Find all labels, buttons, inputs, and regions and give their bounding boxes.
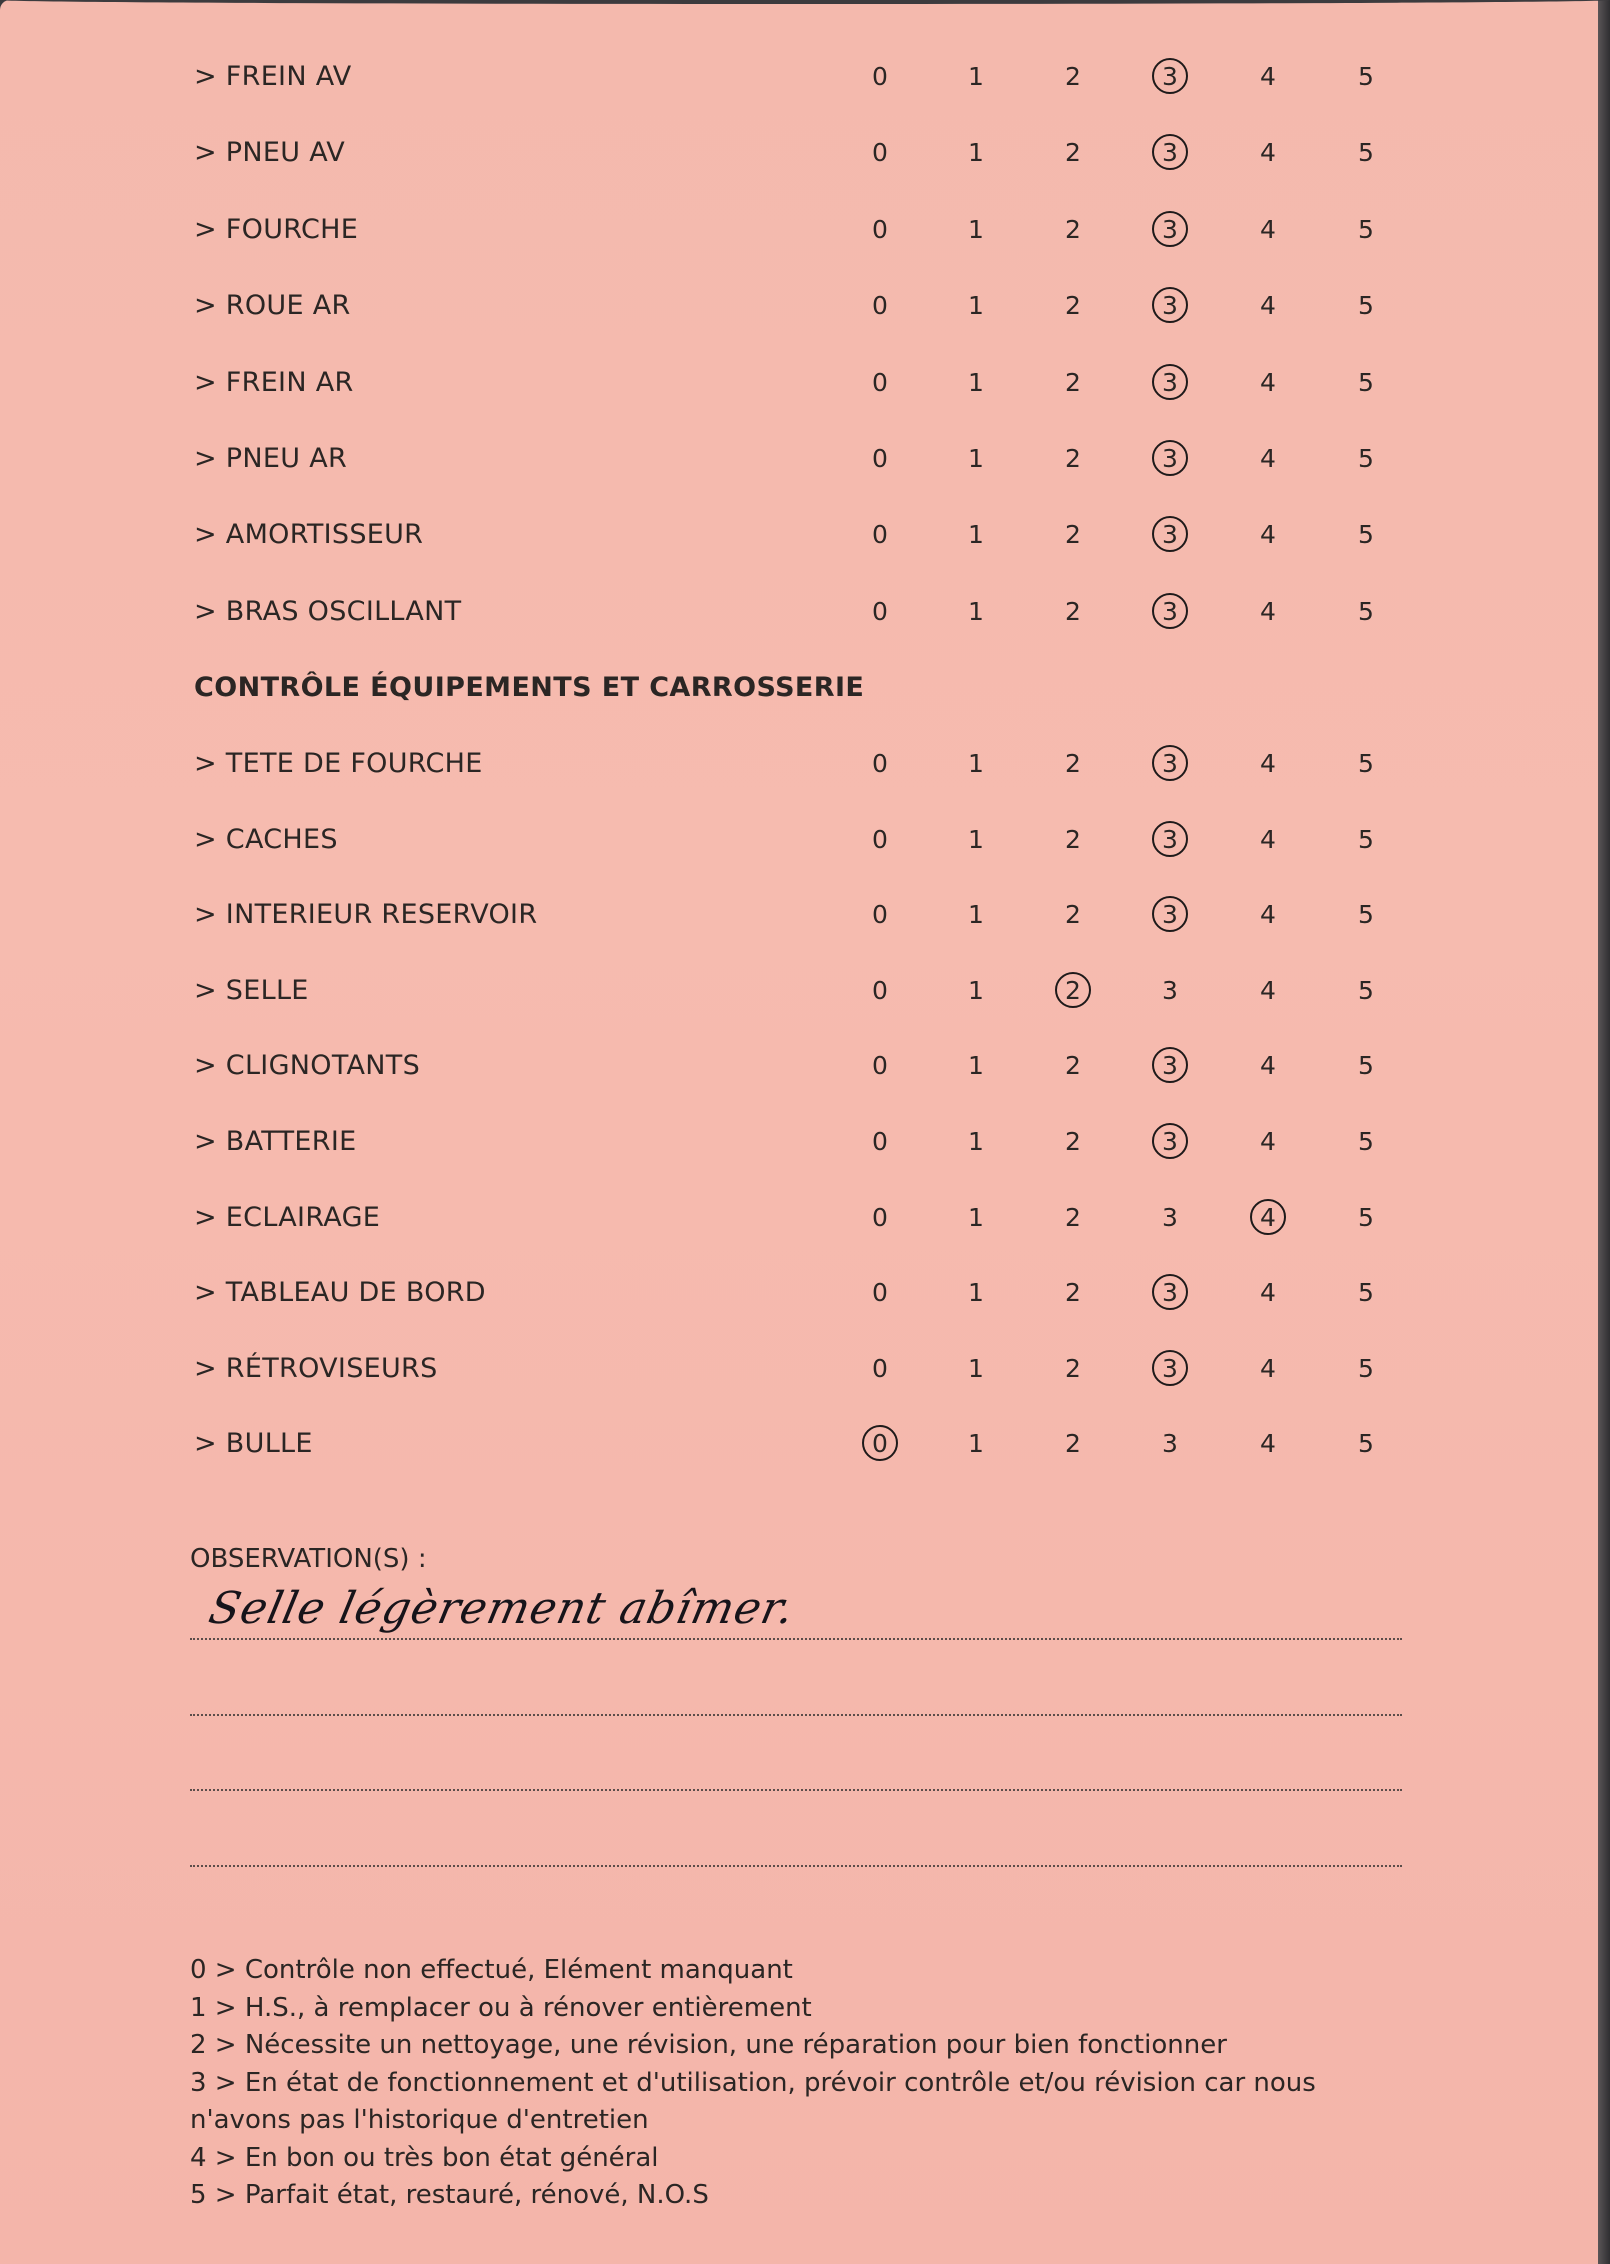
rating-option-5: 5 (1358, 1202, 1374, 1232)
checklist-item-label: > PNEU AR (194, 443, 348, 474)
checklist-row (0, 510, 1598, 560)
checklist-item-label: > ECLAIRAGE (194, 1201, 381, 1233)
rating-option-0: 0 (872, 824, 888, 854)
rating-option-1: 1 (968, 214, 984, 244)
rating-option-3: 3 (1162, 520, 1178, 550)
rating-option-3: 3 (1162, 1051, 1178, 1081)
rating-option-2: 2 (1065, 444, 1081, 473)
rating-option-2: 2 (1065, 214, 1081, 244)
rating-legend (190, 1952, 1420, 2215)
background-edge (1598, 0, 1610, 2264)
selected-rating-circle (1152, 211, 1188, 247)
rating-option-2: 2 (1065, 138, 1081, 168)
checklist-item-label: > BULLE (194, 1428, 313, 1460)
rating-option-0: 0 (872, 138, 888, 168)
rating-option-4: 4 (1260, 824, 1276, 854)
checklist-item-label: > FREIN AV (194, 61, 352, 92)
selected-rating-circle (1152, 440, 1188, 476)
selected-rating-circle (1152, 745, 1188, 781)
rating-option-2: 2 (1065, 900, 1081, 930)
rating-option-2: 2 (1065, 824, 1081, 854)
checklist-item-label: > RÉTROVISEURS (194, 1352, 438, 1384)
rating-option-0: 0 (872, 520, 888, 550)
rating-option-0: 0 (872, 1353, 888, 1383)
rating-option-0: 0 (872, 1429, 888, 1459)
rating-option-1: 1 (968, 596, 984, 626)
selected-rating-circle (1152, 1274, 1188, 1310)
checklist-item-label: > SELLE (194, 974, 309, 1006)
legend-line: 3 > En état de fonctionnement et d'utilisation, prévoir contrôle et/ou révision car nous (190, 2067, 1316, 2098)
checklist-item-label: > TABLEAU DE BORD (194, 1277, 486, 1309)
rating-option-4: 4 (1260, 1127, 1276, 1156)
rating-option-4: 4 (1260, 291, 1276, 321)
checklist-row (0, 739, 1598, 789)
rating-option-3: 3 (1162, 62, 1178, 91)
rating-option-1: 1 (968, 1429, 984, 1459)
observation-line (190, 1865, 1402, 1867)
rating-option-4: 4 (1260, 138, 1276, 168)
rating-option-1: 1 (968, 1127, 984, 1156)
rating-option-1: 1 (968, 367, 984, 397)
rating-option-4: 4 (1260, 367, 1276, 397)
rating-option-4: 4 (1260, 520, 1276, 550)
rating-option-5: 5 (1358, 291, 1374, 321)
rating-option-4: 4 (1260, 1051, 1276, 1081)
checklist-row (0, 281, 1598, 331)
checklist-item-label: > AMORTISSEUR (194, 519, 424, 551)
rating-option-3: 3 (1162, 900, 1178, 930)
rating-option-1: 1 (968, 1051, 984, 1081)
rating-option-4: 4 (1260, 444, 1276, 473)
rating-option-0: 0 (872, 596, 888, 626)
observation-line (190, 1714, 1402, 1716)
rating-option-2: 2 (1065, 1353, 1081, 1383)
checklist-row (0, 966, 1598, 1016)
rating-option-1: 1 (968, 138, 984, 168)
selected-rating-circle (1152, 287, 1188, 323)
rating-option-2: 2 (1065, 749, 1081, 778)
rating-option-0: 0 (872, 62, 888, 91)
rating-option-5: 5 (1358, 749, 1374, 778)
checklist-row (0, 1193, 1598, 1243)
checklist-item-label: > BRAS OSCILLANT (194, 595, 462, 627)
rating-option-4: 4 (1260, 596, 1276, 626)
rating-option-4: 4 (1260, 900, 1276, 930)
rating-option-1: 1 (968, 975, 984, 1005)
checklist-item-label: > CLIGNOTANTS (194, 1050, 421, 1082)
rating-option-1: 1 (968, 1278, 984, 1308)
rating-option-5: 5 (1358, 1051, 1374, 1081)
selected-rating-circle (1152, 364, 1188, 400)
checklist-row (0, 890, 1598, 940)
rating-option-4: 4 (1260, 749, 1276, 778)
rating-option-0: 0 (872, 1278, 888, 1308)
checklist-item-label: > INTERIEUR RESERVOIR (194, 899, 538, 931)
rating-option-4: 4 (1260, 1353, 1276, 1383)
checklist-item-label: > TETE DE FOURCHE (194, 748, 483, 779)
rating-option-0: 0 (872, 367, 888, 397)
rating-option-3: 3 (1162, 291, 1178, 321)
rating-option-4: 4 (1260, 214, 1276, 244)
checklist-item-label: > FREIN AR (194, 366, 354, 398)
rating-option-0: 0 (872, 975, 888, 1005)
checklist-row (0, 358, 1598, 408)
checklist-item-label: > FOURCHE (194, 213, 359, 245)
rating-option-3: 3 (1162, 1429, 1178, 1459)
legend-line: 2 > Nécessite un nettoyage, une révision, une réparation pour bien fonctionner (190, 2030, 1227, 2060)
checklist-item-label: > BATTERIE (194, 1126, 357, 1157)
checklist-row (0, 52, 1598, 102)
selected-rating-circle (1250, 1199, 1286, 1235)
rating-option-5: 5 (1358, 214, 1374, 244)
checklist-row (0, 205, 1598, 255)
rating-option-0: 0 (872, 749, 888, 778)
rating-option-5: 5 (1358, 824, 1374, 854)
observation-line (190, 1638, 1402, 1640)
rating-option-1: 1 (968, 62, 984, 91)
rating-option-3: 3 (1162, 824, 1178, 854)
observations-title: OBSERVATION(S) : (190, 1544, 427, 1574)
legend-line: 4 > En bon ou très bon état général (190, 2142, 659, 2173)
rating-option-5: 5 (1358, 1278, 1374, 1308)
rating-option-1: 1 (968, 749, 984, 778)
rating-option-1: 1 (968, 444, 984, 473)
rating-option-5: 5 (1358, 444, 1374, 473)
rating-option-5: 5 (1358, 367, 1374, 397)
legend-line: 1 > H.S., à remplacer ou à rénover entièrement (190, 1992, 812, 2023)
rating-option-2: 2 (1065, 975, 1081, 1005)
rating-option-2: 2 (1065, 1429, 1081, 1459)
rating-option-1: 1 (968, 1353, 984, 1383)
rating-option-2: 2 (1065, 1278, 1081, 1308)
checklist-row (0, 587, 1598, 637)
rating-option-2: 2 (1065, 520, 1081, 550)
rating-option-0: 0 (872, 1202, 888, 1232)
checklist-row (0, 1041, 1598, 1091)
rating-option-3: 3 (1162, 214, 1178, 244)
rating-option-4: 4 (1260, 975, 1276, 1005)
rating-option-3: 3 (1162, 1278, 1178, 1308)
rating-option-3: 3 (1162, 1202, 1178, 1232)
rating-option-0: 0 (872, 444, 888, 473)
legend-line: 0 > Contrôle non effectué, Elément manquant (190, 1955, 793, 1985)
rating-option-4: 4 (1260, 1278, 1276, 1308)
checklist-row (0, 128, 1598, 178)
section-title: CONTRÔLE ÉQUIPEMENTS ET CARROSSERIE (194, 672, 865, 703)
rating-option-0: 0 (872, 1051, 888, 1081)
rating-option-0: 0 (872, 214, 888, 244)
rating-option-2: 2 (1065, 596, 1081, 626)
rating-option-1: 1 (968, 900, 984, 930)
selected-rating-circle (1152, 896, 1188, 932)
checklist-row (0, 1419, 1598, 1469)
rating-option-2: 2 (1065, 62, 1081, 91)
rating-option-1: 1 (968, 520, 984, 550)
rating-option-5: 5 (1358, 62, 1374, 91)
rating-option-1: 1 (968, 291, 984, 321)
selected-rating-circle (1152, 593, 1188, 629)
observations-handwritten-note: Selle légèrement abîmer. (204, 1583, 800, 1634)
checklist-item-label: > CACHES (194, 823, 338, 855)
rating-option-3: 3 (1162, 1127, 1178, 1156)
checklist-item-label: > PNEU AV (194, 137, 346, 169)
rating-option-3: 3 (1162, 1353, 1178, 1383)
rating-option-3: 3 (1162, 444, 1178, 473)
rating-option-5: 5 (1358, 596, 1374, 626)
rating-option-0: 0 (872, 1127, 888, 1156)
selected-rating-circle (1152, 821, 1188, 857)
rating-option-0: 0 (872, 291, 888, 321)
selected-rating-circle (1152, 1123, 1188, 1159)
selected-rating-circle (1152, 58, 1188, 94)
rating-option-5: 5 (1358, 1429, 1374, 1459)
rating-option-2: 2 (1065, 367, 1081, 397)
rating-option-4: 4 (1260, 1429, 1276, 1459)
rating-option-5: 5 (1358, 1127, 1374, 1156)
rating-option-5: 5 (1358, 520, 1374, 550)
rating-option-3: 3 (1162, 138, 1178, 168)
legend-line: n'avons pas l'historique d'entretien (190, 2105, 649, 2135)
rating-option-4: 4 (1260, 62, 1276, 91)
rating-option-4: 4 (1260, 1202, 1276, 1232)
rating-option-2: 2 (1065, 1127, 1081, 1156)
rating-option-3: 3 (1162, 975, 1178, 1005)
rating-option-1: 1 (968, 1202, 984, 1232)
rating-option-3: 3 (1162, 596, 1178, 626)
observation-line (190, 1789, 1402, 1791)
rating-option-2: 2 (1065, 291, 1081, 321)
checklist-row (0, 1117, 1598, 1167)
rating-option-5: 5 (1358, 138, 1374, 168)
rating-option-5: 5 (1358, 1353, 1374, 1383)
checklist-row (0, 434, 1598, 484)
rating-option-0: 0 (872, 900, 888, 930)
rating-option-2: 2 (1065, 1202, 1081, 1232)
selected-rating-circle (1055, 972, 1091, 1008)
selected-rating-circle (1152, 1350, 1188, 1386)
checklist-row (0, 1268, 1598, 1318)
checklist-row (0, 815, 1598, 865)
rating-option-3: 3 (1162, 367, 1178, 397)
rating-option-2: 2 (1065, 1051, 1081, 1081)
rating-option-1: 1 (968, 824, 984, 854)
legend-line: 5 > Parfait état, restauré, rénové, N.O.S (190, 2180, 709, 2210)
checklist-row (0, 1344, 1598, 1394)
checklist-item-label: > ROUE AR (194, 290, 351, 322)
rating-option-5: 5 (1358, 900, 1374, 930)
rating-option-3: 3 (1162, 749, 1178, 778)
rating-option-5: 5 (1358, 975, 1374, 1005)
